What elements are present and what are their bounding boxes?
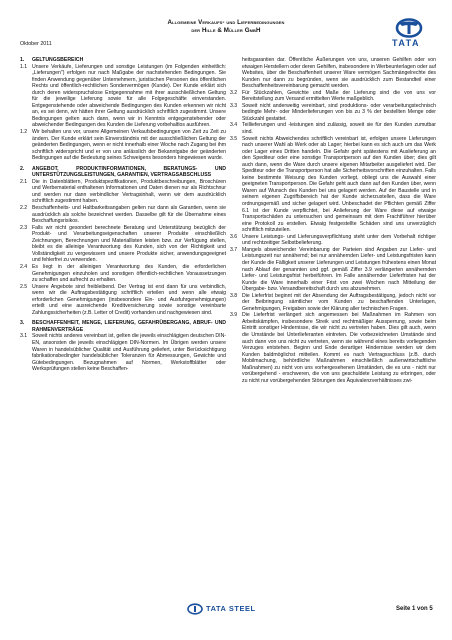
clause-text: Für Stückzahlen, Gewichte und Maße der Lieferung sind die von uns vor Bereitstellung zum Versand ermittelten Werte maßgeblich. bbox=[242, 89, 436, 103]
clause-text: GELTUNGSBEREICH bbox=[32, 57, 84, 63]
clause-number: 1. bbox=[20, 57, 25, 63]
clause-text: Die Lieferfrist verlängert sich angemessen bei Maßnahmen im Rahmen von Arbeitskämpfen, insbesondere Streik und rechtmäßiger Aussperrung, sowie beim Eintritt sonstiger Hindernisse, die wir nicht zu vertreten haben. Dies gilt auch, wenn die Umstände bei Unterlieferanten eintreten. Die vorbezeichneten Umstände sind auch dann von uns nicht zu vertreten, wenn sie während eines bereits vorliegenden Verzuges entstehen. Beginn und Ende derartiger Hindernisse werden wir dem Kunden baldmöglichst mitteilen. Kommt es nach Vertragsschluss (z.B. durch Mobilmachung, behördliche Maßnahmen einschließlich außenwirtschaftliche Maßnahmen) zu nicht von uns vorhergesehenen Umständen, die es uns - nicht nur vorübergehend - erschweren, die von uns geschuldete Leistung zu erbringen, oder zu nicht nur vorübergehenden Störungen des Äquivalenzverhältnisses zwi- bbox=[242, 312, 436, 384]
clause-number: 1.2 bbox=[20, 129, 28, 136]
clause-number: 3.1 bbox=[20, 333, 28, 340]
clause-number: 2.2 bbox=[20, 205, 28, 212]
clause bbox=[20, 333, 226, 372]
clause bbox=[230, 122, 436, 135]
clause bbox=[230, 57, 436, 90]
clause bbox=[20, 64, 226, 129]
tata-steel-emblem-icon bbox=[186, 603, 204, 615]
clause bbox=[20, 225, 226, 264]
clause-number: 1.1 bbox=[20, 63, 28, 70]
right-column bbox=[230, 57, 436, 384]
clause-number: 2.5 bbox=[20, 283, 28, 290]
clause bbox=[230, 293, 436, 313]
clause-text: Es liegt in der alleinigen Verantwortung des Kunden, die erforderlichen Genehmigungen einzuholen und sonstigen öffentlich-rechtlichen Voraussetzungen zu schaffen und aufrecht zu erhalten. bbox=[32, 263, 226, 284]
clause-text: Mangels abweichender Vereinbarung der Parteien sind Angaben zur Liefer- und Leistungszeit nur annähernd; bei nur annähernden Liefer- und Leistungsfristen kann der Kunde die Fälligkeit unserer Lieferungen und Leistungen frühestens einen Monat nach Ablauf der genannten und ggf. gemäß Ziffer 3.9 verlängerten annähernden Liefer- und Leistungsfrist herbeiführen. Im Falle annähernder Lieferfristen hat der Kunde die Ware innerhalb einer Frist von zwei Wochen nach Mitteilung der Übergabe- bzw. Versandbereitschaft durch uns abzunehmen. bbox=[242, 246, 436, 293]
clause-text: Teillieferungen und -leistungen sind zulässig, soweit sie für den Kunden zumutbar sind. bbox=[242, 122, 436, 136]
clause bbox=[230, 312, 436, 384]
clause-number: 3.8 bbox=[230, 292, 238, 299]
clause bbox=[230, 103, 436, 123]
left-column bbox=[20, 57, 226, 373]
clause bbox=[230, 136, 436, 234]
clause-number: 2.4 bbox=[20, 263, 28, 270]
tata-emblem-icon bbox=[385, 18, 433, 38]
clause bbox=[20, 284, 226, 317]
clause-text: Soweit nichts Abweichendes schriftlich vereinbart ist, erfolgen unsere Lieferungen nach unserer Wahl ab Werk oder ab Lager; hierbei kann es sich auch um das Werk oder Lager eines Dritten handeln. Die Gefahr geht spätestens mit Auslieferung an den Spediteur oder eine sonstige Transportperson auf den Kunden über; dies gilt auch dann, wenn die Ware durch unsere eigenen Mitarbeiter ausgeliefert wird. Der Spediteur oder die Transportperson hat alle Sicherheitsvorschriften einzuhalten. Falls keine bestimmte Weisung des Kunden vorliegt, obliegt uns die Auswahl einer geeigneten Transportperson. Die Gefahr geht auch dann auf den Kunden über, wenn Waren auf Wunsch des Kunden bei uns gelagert werden. Auf der Baustelle und in seinem eigenen Zugriffsbereich hat der Kunde sicherzustellen, dass die Ware ordnungsgemäß und sicher gelagert wird. Unbeschadet der Pflichten gemäß Ziffer 6.1 ist der Kunde verpflichtet, bei Anlieferung der Ware diese auf etwaige Transportschäden zu untersuchen und gemeinsam mit dem Frachtführer hierüber eine Protokoll zu erstellen. Etwaig festgestellte Schäden sind uns unverzüglich schriftlich mitzuteilen. bbox=[242, 135, 436, 234]
section-heading bbox=[20, 166, 226, 179]
clause-number: 2.1 bbox=[20, 178, 28, 185]
section-heading bbox=[20, 320, 226, 333]
page-number: Seite 1 von 5 bbox=[396, 606, 433, 612]
clause bbox=[230, 247, 436, 293]
clause-text: Falls wir nicht gesondert berechnete Beratung und Unterstützung bezüglich der Produkt- und Verarbeitungseigenschaften unserer Produkte einschließlich Zeichnungen, Berechnungen und Materiallisten leisten bzw. zur Verfügung stellen, bleibt es die alleinige Verantwortung des Kunden, sich von der Richtigkeit und Vollständigkeit zu vergewissern und unsere Produkte sicher, anwendungsgeeignet und fehlerfrei zu verwenden. bbox=[32, 224, 226, 264]
clause bbox=[20, 205, 226, 225]
clause-number: 3.6 bbox=[230, 233, 238, 240]
title-line-1: Allgemeine Verkaufs- und Lieferbedingungen bbox=[167, 19, 285, 26]
clause-text: Die Lieferfrist beginnt mit der Absendung der Auftragsbestätigung, jedoch nicht vor der Beibringung sämtlicher vom Kunden zu beschaffenden Unterlagen, Genehmigungen, Freigaben sowie der Klärung aller technischen Fragen. bbox=[242, 292, 436, 312]
document-title bbox=[70, 19, 382, 35]
clause-text: Unsere Angebote sind freibleibend. Der Vertrag ist erst dann für uns verbindlich, wenn wir die Auftragsbestätigung schriftlich erteilen und wenn alle etwaig erforderlichen Genehmigungen (insbesondere Ein- und Ausfuhrgenehmigungen) erteilt und eine ausreichende Kreditversicherung sowie sonstige vereinbarte Zahlungssicherheiten (z.B. Letter of Credit) vorhanden und nachgewiesen sind. bbox=[32, 283, 226, 316]
clause-text: ANGEBOT, PRODUKTINFORMATIONEN, BERATUNGS- UND UNTERSTÜTZUNGSLEISTUNGEN, GARANTIEN, VERTRAGSABSCHLUSS bbox=[32, 165, 226, 179]
clause-number: 3.5 bbox=[230, 135, 238, 142]
clause bbox=[20, 264, 226, 284]
clause bbox=[230, 234, 436, 247]
clause-number: 2.3 bbox=[20, 224, 28, 231]
logo-wordmark: TATA bbox=[392, 38, 420, 48]
clause-text: Unsere Leistungs- und Lieferungsverpflichtung steht unter dem Vorbehalt richtiger und rechtzeitiger Selbstbelieferung. bbox=[242, 233, 436, 247]
document-date: Oktober 2011 bbox=[20, 41, 52, 47]
clause-number: 3.3 bbox=[230, 102, 238, 109]
clause bbox=[20, 179, 226, 205]
clause-text: Wir behalten uns vor, unsere Allgemeinen Verkaufsbedingungen von Zeit zu Zeit zu ändern. Der Kunde erklärt sein Einverständnis mit der ausschließlichen Geltung der geänderten Bedingungen, wenn er nicht innerhalb einer Woche nach Zugang bei ihm schriftlich widerspricht und er von uns anlässlich der Bekanntgabe der geänderten Bedingungen auf die Bedeutung seines Schweigens besonders hingewiesen wurde. bbox=[32, 129, 226, 162]
clause-number: 3.4 bbox=[230, 122, 238, 129]
clause-text: Die in Datenblättern, Produktspezifikationen, Produktbeschreibungen, Broschüren und Werbematerial enthaltenen Informationen und Daten dienen nur als Richtschnur und werden nur dann verbindlicher Vertragsinhalt, wenn wir dem ausdrücklich schriftlich zugestimmt haben. bbox=[32, 178, 226, 205]
clause-text: BESCHAFFENHEIT, MENGE, LIEFERUNG, GEFAHRÜBERGANG, ABRUF- UND RAHMENVERTRÄGE bbox=[32, 320, 226, 333]
clause-text: Soweit nichts anderes vereinbart ist, gelten die jeweils einschlägigen deutschen DIN-EN, ansonsten die jeweils einschlägigen DIN-Normen. Im Übrigen werden unsere Waren in handelsüblicher Qualität und Ausführung geliefert, unter Berücksichtigung fabrikationsbedingter handelsüblicher Toleranzen für Abmessungen, Gewichte und Gütebedingungen. Bezugnahmen auf Normen, Werkstoffblätter oder Werksprüfungen stellen keine Beschaffen- bbox=[32, 333, 226, 373]
clause-number: 3.9 bbox=[230, 312, 238, 319]
footer-brand: TATA STEEL bbox=[206, 604, 256, 613]
clause-text: Unsere Verkäufe, Lieferungen und sonstige Leistungen (im Folgenden einheitlich: „Lieferungen") erfolgen nur nach Maßgabe der nachstehenden Bedingungen. Sie finden Anwendung gegenüber Unternehmern, juristischen Personen des öffentlichen Rechts und öffentlich-rechtlichen Sondervermögen (Kunde). Der Kunde erklärt sich durch deren widerspruchslose Entgegennahme mit ihrer ausschließlichen Geltung für die jeweilige Lieferung sowie für alle Folgegeschäfte einverstanden. Entgegenstehende oder abweichende Bedingungen des Kunden erkennen wir nicht an, es sei denn, wir hätten ihrer Geltung ausdrücklich schriftlich zugestimmt. Unsere Bedingungen gelten auch dann, wenn wir in Kenntnis entgegenstehender oder abweichender Bedingungen des Kunden die Lieferung vorbehaltlos ausführen. bbox=[32, 63, 226, 129]
clause-number: 3.2 bbox=[230, 89, 238, 96]
clause-text: Beschaffenheits- und Haltbarkeitsangaben gelten nur dann als Garantien, wenn sie ausdrücklich als solche bezeichnet werden. Dasselbe gilt für die Übernahme eines Beschaffungsrisikos. bbox=[32, 205, 226, 225]
title-line-2: der Hille & Müller GmbH bbox=[191, 27, 261, 34]
clause-text: heitsgarantien dar. Öffentliche Äußerungen von uns, unseren Gehilfen oder von etwaigen Herstellern oder deren Gehilfen, insbesondere in Werbeunterlagen oder auf Websites, über die Beschaffenheit unserer Ware vermögen Sachmängelrechte des Kunden nur dann zu begründen, wenn sie ausdrücklich zum Bestandteil einer Beschaffenheitsvereinbarung gemacht werden. bbox=[242, 57, 436, 90]
clause-text: Soweit nicht anderweitig vereinbart, sind produktions- oder verarbeitungstechnisch bedingte Mehr- oder Minderlieferungen von bis zu 3 % der bestellten Menge oder Stückzahl gestattet. bbox=[242, 102, 436, 122]
clause-number: 3.7 bbox=[230, 246, 238, 253]
clause-number: 3. bbox=[20, 320, 25, 327]
clause bbox=[230, 90, 436, 103]
clause bbox=[20, 129, 226, 162]
clause-number: 2. bbox=[20, 165, 25, 172]
